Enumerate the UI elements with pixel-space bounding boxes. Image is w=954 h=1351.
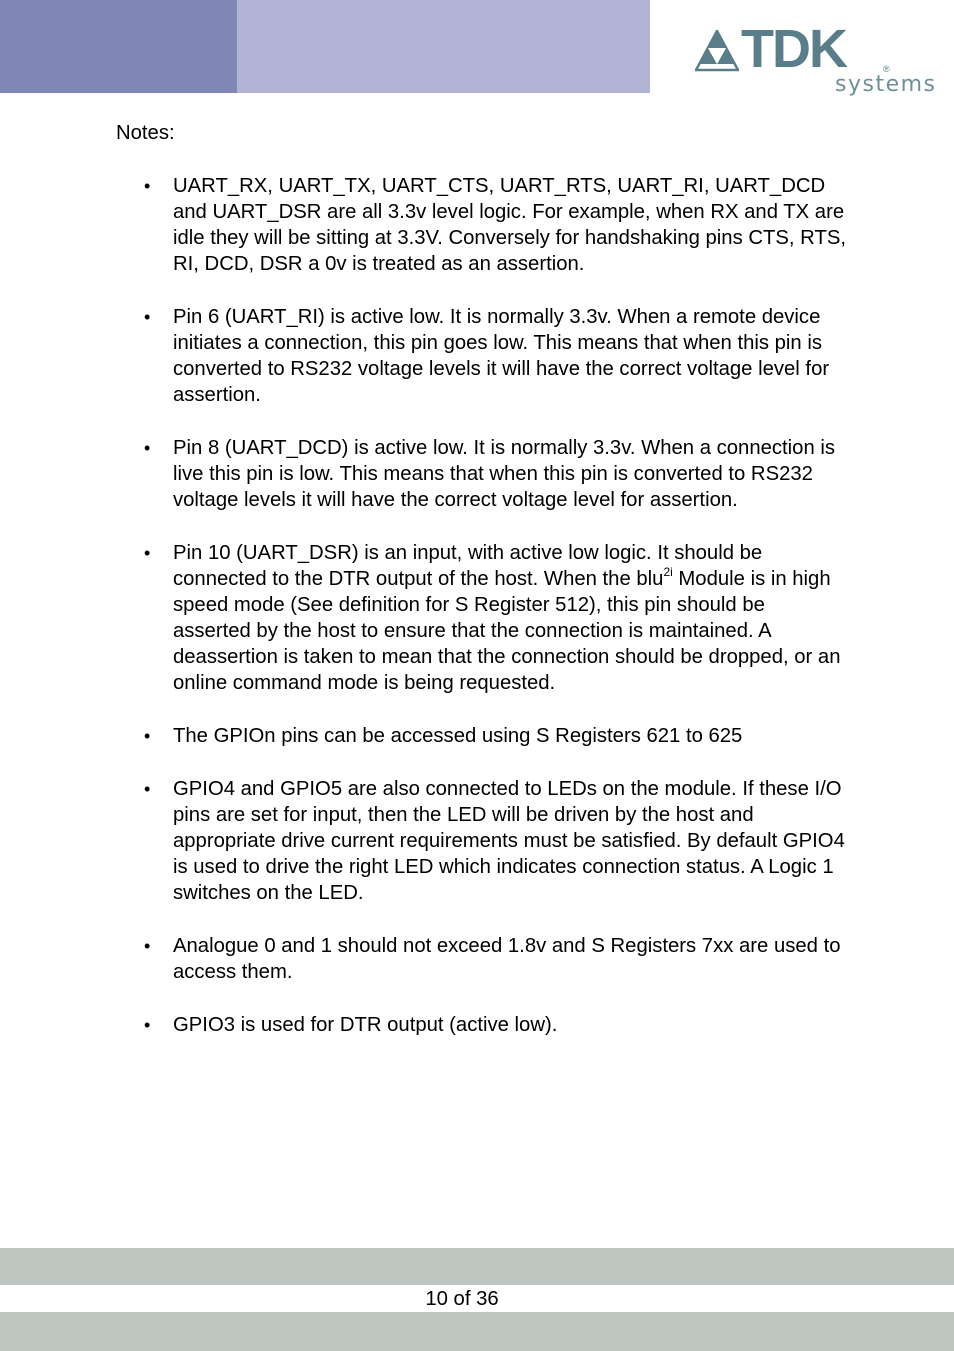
tdk-systems-logo bbox=[695, 19, 940, 103]
notes-section bbox=[116, 120, 846, 1065]
footer-band-bottom bbox=[0, 1312, 954, 1351]
notes-heading: Notes: bbox=[116, 122, 175, 144]
list-item: • GPIO4 and GPIO5 are also connected to LEDs on the module. If these I/O pins are set for input, then the LED will be driven by the host and appropriate drive current requirements must be satisfied. By default GPIO4 is used to drive the right LED which indicates connection status. A Logic 1 switches on the LED. bbox=[116, 776, 846, 906]
logo-wordmark: TDK bbox=[741, 19, 846, 79]
list-item: • UART_RX, UART_TX, UART_CTS, UART_RTS, UART_RI, UART_DCD and UART_DSR are all 3.3v level logic. For example, when RX and TX are idle they will be sitting at 3.3V. Conversely for handshaking pins CTS, RTS, RI, DCD, DSR a 0v is treated as an assertion. bbox=[116, 173, 846, 277]
header-band-middle bbox=[237, 0, 650, 93]
list-item: • Pin 6 (UART_RI) is active low. It is normally 3.3v. When a remote device initiates a connection, this pin goes low. This means that when this pin is converted to RS232 voltage levels it will have the correct voltage level for assertion. bbox=[116, 304, 846, 408]
superscript: 2i bbox=[663, 565, 673, 579]
footer-band-top bbox=[0, 1248, 954, 1285]
notes-list bbox=[116, 173, 846, 1038]
tdk-triangle-mark-icon bbox=[695, 30, 739, 72]
page-number: 10 of 36 bbox=[425, 1288, 499, 1310]
list-item-text: Pin 10 (UART_DSR) is an input, with active low logic. It should be connected to the DTR output of the host. When the blu bbox=[173, 542, 763, 590]
logo-registered-mark: ® bbox=[883, 64, 890, 74]
list-item: • The GPIOn pins can be accessed using S Registers 621 to 625 bbox=[116, 723, 846, 749]
list-item bbox=[116, 540, 846, 696]
list-item: • Analogue 0 and 1 should not exceed 1.8v and S Registers 7xx are used to access them. bbox=[116, 933, 846, 985]
logo-subtitle: systems bbox=[835, 72, 937, 97]
list-item: • Pin 8 (UART_DCD) is active low. It is normally 3.3v. When a connection is live this pin is low. This means that when this pin is converted to RS232 voltage levels it will have the correct voltage level for assertion. bbox=[116, 435, 846, 513]
list-item-text: Module is in high speed mode (See definition for S Register 512), this pin should be asserted by the host to ensure that the connection is maintained. A deassertion is taken to mean that the connection should be dropped, or an online command mode is being requested. bbox=[173, 568, 841, 694]
list-item: • GPIO3 is used for DTR output (active low). bbox=[116, 1012, 846, 1038]
header-band-left bbox=[0, 0, 237, 93]
